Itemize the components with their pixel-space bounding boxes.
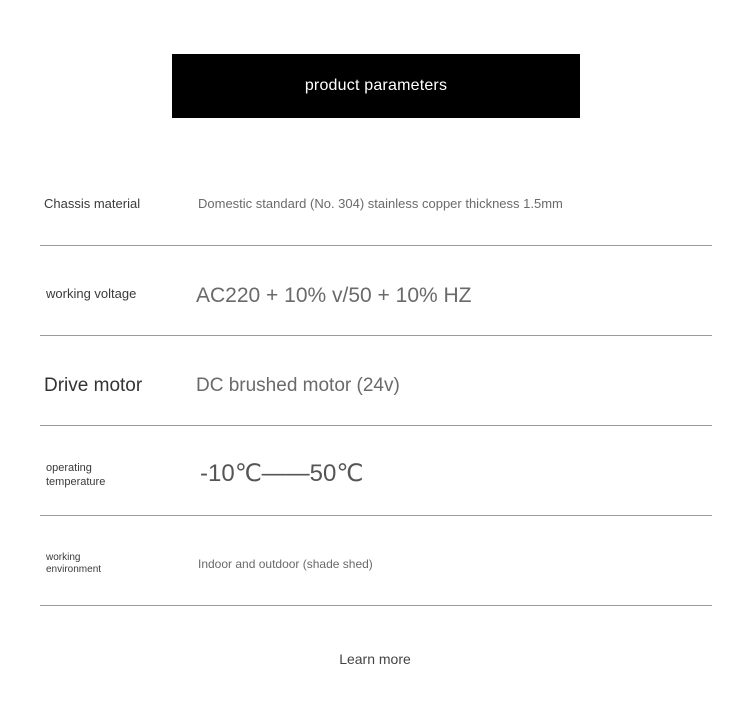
page-title: product parameters (304, 77, 448, 94)
param-value: Domestic standard (No. 304) stainless copper thickness 1.5mm (198, 196, 563, 211)
param-label: working voltage (46, 286, 137, 301)
param-row-working-environment (40, 515, 712, 606)
param-value: DC brushed motor (24v) (196, 375, 400, 396)
param-value: -10℃——50℃ (200, 460, 364, 487)
param-value: Indoor and outdoor (shade shed) (198, 557, 373, 571)
param-label: Chassis material (44, 196, 141, 211)
param-row-drive-motor (40, 335, 712, 426)
param-row-chassis-material (40, 155, 712, 246)
param-label: Drive motor (44, 375, 143, 396)
param-row-working-voltage (40, 245, 712, 336)
param-label: working environment (46, 552, 102, 575)
learn-more-link[interactable]: Learn more (339, 651, 411, 667)
param-value: AC220 + 10% v/50 + 10% HZ (196, 284, 472, 307)
header-banner (172, 54, 580, 118)
param-row-operating-temperature (40, 425, 712, 516)
param-label: operating temperature (46, 462, 106, 488)
